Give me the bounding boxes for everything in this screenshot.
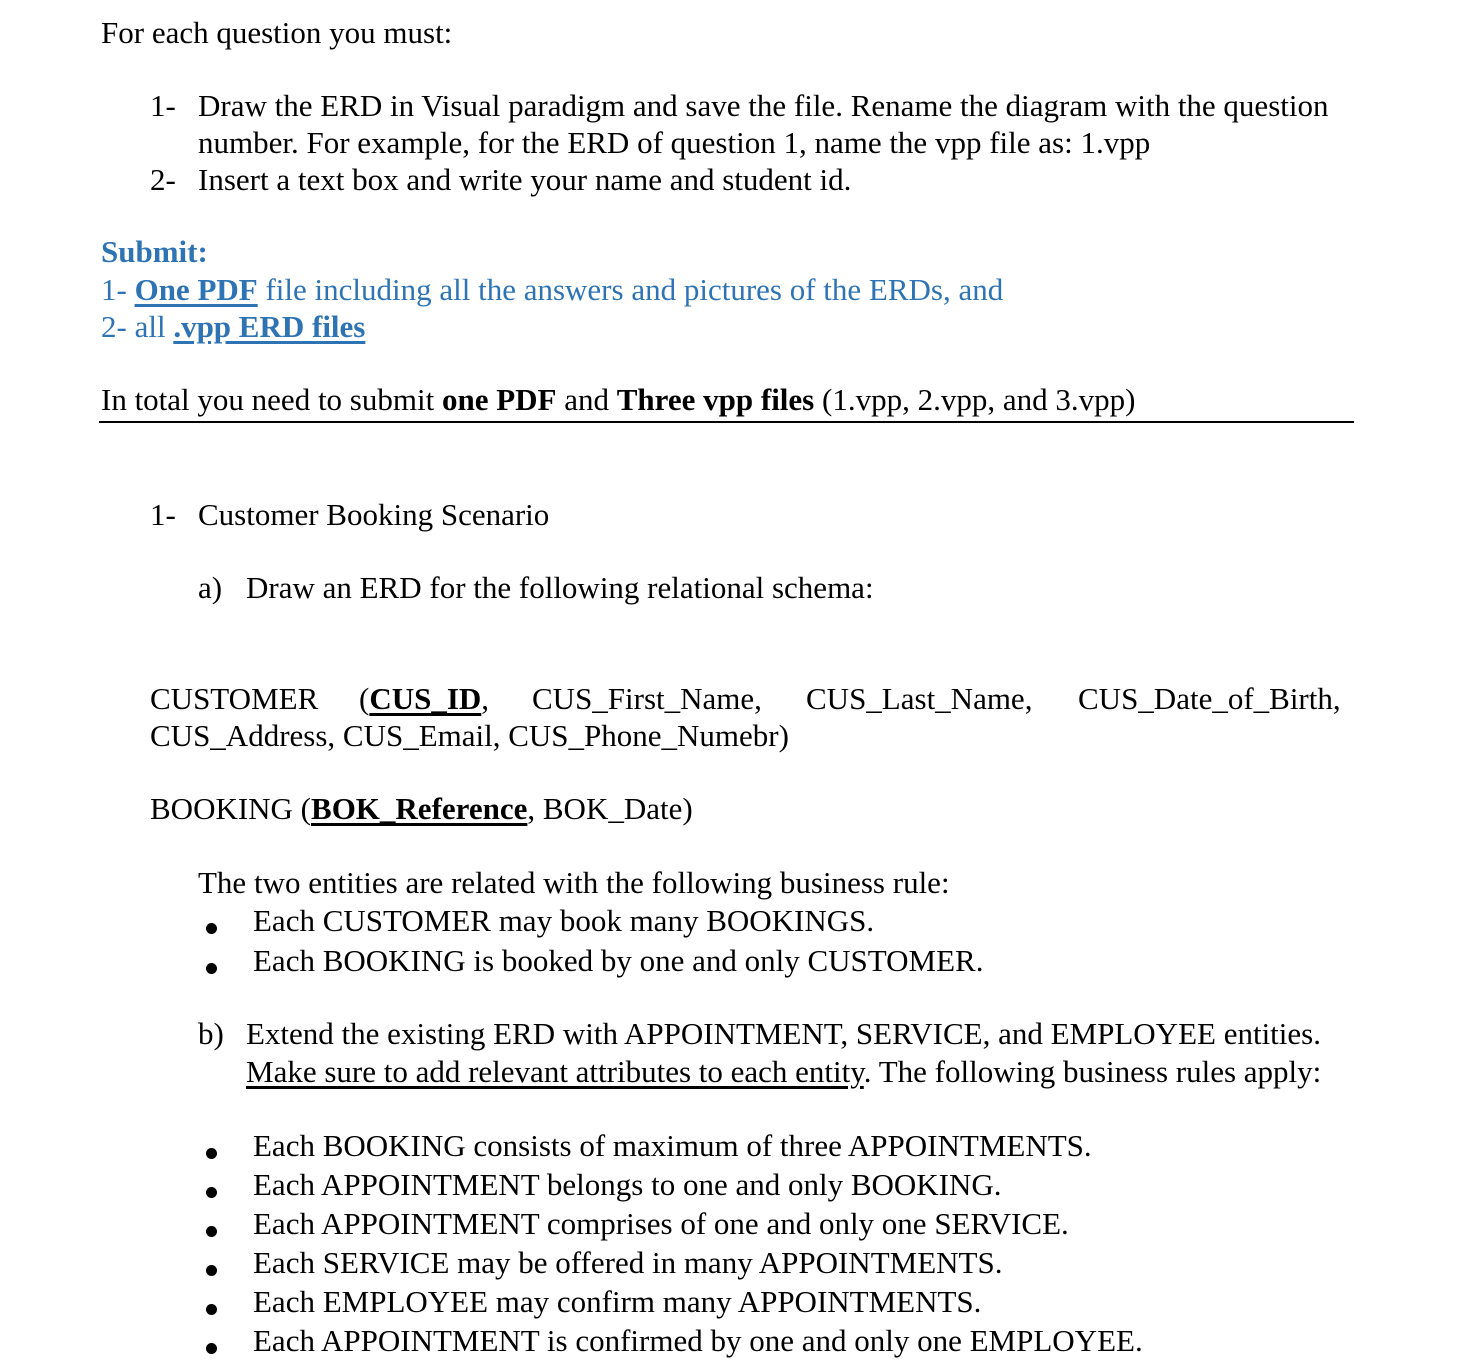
horizontal-rule (99, 421, 1354, 423)
step-number: 1- (150, 88, 176, 123)
list-item: Each APPOINTMENT comprises of one and only one SERVICE. (253, 1206, 1069, 1241)
customer-attr: CUS_Last_Name, (806, 681, 1033, 716)
bullet-icon (206, 1148, 217, 1159)
part-b-rest: . The following business rules apply: (863, 1054, 1322, 1089)
submit-item-1 (101, 271, 1003, 309)
bullet-icon (206, 1304, 217, 1315)
one-pdf-link[interactable]: One PDF (134, 272, 258, 307)
list-item: Each APPOINTMENT is confirmed by one and only one EMPLOYEE. (253, 1323, 1143, 1358)
customer-schema-start (359, 680, 489, 718)
list-item: Each APPOINTMENT belongs to one and only BOOKING. (253, 1167, 1002, 1202)
step-number: 2- (150, 162, 176, 197)
booking-attrs: , BOK_Date) (527, 791, 693, 826)
submit-item-prefix: 2- all (101, 309, 174, 344)
total-text: and (556, 382, 617, 417)
underlined-instruction: Make sure to add relevant attributes to each entity (246, 1054, 864, 1089)
total-text: In total you need to submit (101, 382, 442, 417)
part-b-text: Extend the existing ERD with APPOINTMENT, SERVICE, and EMPLOYEE entities. (246, 1016, 1321, 1051)
list-item: Each BOOKING is booked by one and only CUSTOMER. (253, 943, 984, 978)
submit-item-prefix: 1- (101, 272, 135, 307)
list-item: Each EMPLOYEE may confirm many APPOINTMENTS. (253, 1284, 982, 1319)
submit-item-text: file including all the answers and pictures of the ERDs, and (257, 272, 1004, 307)
submit-title: Submit: (101, 234, 208, 269)
list-item: Each BOOKING consists of maximum of three APPOINTMENTS. (253, 1128, 1092, 1163)
booking-schema (150, 790, 693, 828)
customer-attr: CUS_Date_of_Birth, (1078, 681, 1341, 716)
total-bold-pdf: one PDF (441, 382, 557, 417)
paren: ( (359, 681, 370, 716)
question-number: 1- (150, 497, 176, 532)
submit-item-2 (101, 308, 365, 346)
customer-attrs-line2: CUS_Address, CUS_Email, CUS_Phone_Numebr) (150, 718, 789, 753)
bullet-icon (206, 923, 217, 934)
total-bold-vpp: Three vpp files (616, 382, 815, 417)
step-text: Draw the ERD in Visual paradigm and save the file. Rename the diagram with the question (198, 88, 1329, 123)
bullet-icon (206, 1343, 217, 1354)
step-text: Insert a text box and write your name and student id. (198, 162, 852, 197)
customer-attr: CUS_First_Name, (532, 681, 762, 716)
booking-primary-key: BOK_Reference (311, 791, 528, 826)
customer-entity-name: CUSTOMER (150, 681, 319, 716)
list-item: Each SERVICE may be offered in many APPOINTMENTS. (253, 1245, 1003, 1280)
bullet-icon (206, 963, 217, 974)
part-a-text: Draw an ERD for the following relational schema: (246, 570, 874, 605)
comma: , (481, 681, 490, 716)
question-title: Customer Booking Scenario (198, 497, 550, 532)
bullet-icon (206, 1226, 217, 1237)
booking-entity-name: BOOKING ( (150, 791, 312, 826)
part-a-label: a) (198, 570, 223, 605)
list-item: Each CUSTOMER may book many BOOKINGS. (253, 903, 875, 938)
intro-heading: For each question you must: (101, 15, 453, 50)
part-b-label: b) (198, 1016, 224, 1051)
rule-intro: The two entities are related with the following business rule: (198, 865, 950, 900)
bullet-icon (206, 1265, 217, 1276)
customer-primary-key: CUS_ID (369, 681, 482, 716)
total-text: (1.vpp, 2.vpp, and 3.vpp) (814, 382, 1136, 417)
bullet-icon (206, 1187, 217, 1198)
step-text-continued: number. For example, for the ERD of question 1, name the vpp file as: 1.vpp (198, 125, 1151, 160)
vpp-files-link[interactable]: .vpp ERD files (173, 309, 366, 344)
part-b-text-continued (246, 1053, 1321, 1091)
total-line (101, 381, 1135, 419)
